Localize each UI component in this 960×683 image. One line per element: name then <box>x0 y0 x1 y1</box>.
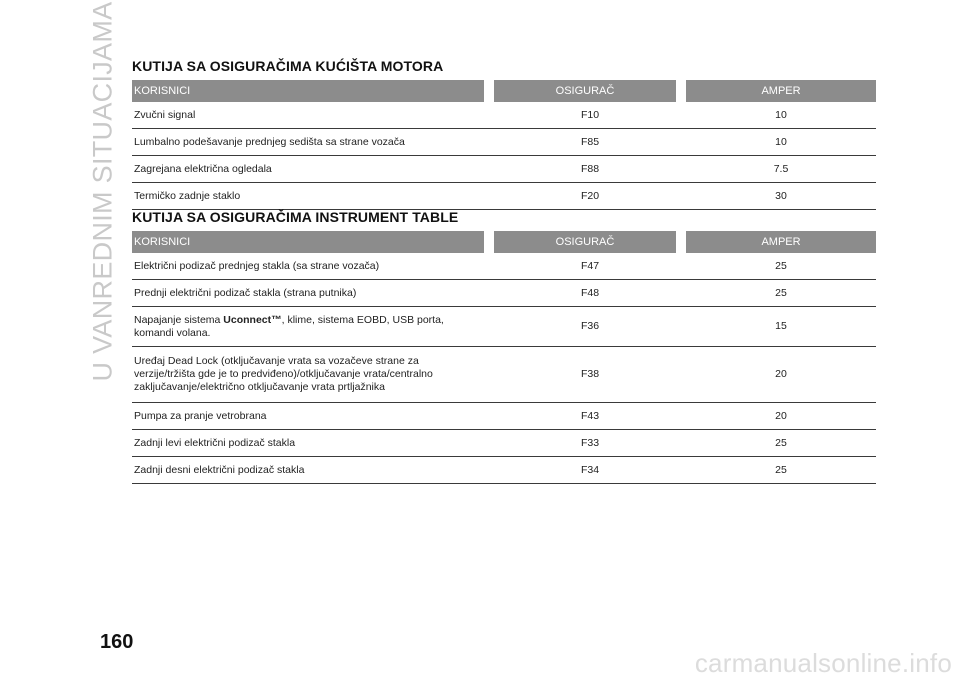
cell-user: Uređaj Dead Lock (otključavanje vrata sa vozačeve strane za verzije/tržišta gde je to predviđeno)/otključavanje vrata/centralno zaključavanje/električno otključavanje vrata prtljažnika <box>134 355 433 393</box>
cell-user-text: , klime, sistema EOBD, USB porta, komandi volana. <box>134 313 444 339</box>
table-row <box>132 129 876 156</box>
table-row <box>132 183 876 210</box>
cell-user: Pumpa za pranje vetrobrana <box>134 409 267 422</box>
cell-user <box>132 314 494 340</box>
dashboard-fuse-box-heading: KUTIJA SA OSIGURAČIMA INSTRUMENT TABLE <box>132 209 459 225</box>
cell-fuse: F88 <box>580 162 600 175</box>
header-users: KORISNICI <box>132 80 484 102</box>
cell-user: Zadnji desni električni podizač stakla <box>134 463 305 476</box>
cell-fuse: F47 <box>580 259 600 272</box>
cell-fuse: F48 <box>580 286 600 299</box>
cell-fuse: F34 <box>580 463 600 476</box>
engine-fuse-box-heading: KUTIJA SA OSIGURAČIMA KUĆIŠTA MOTORA <box>132 58 444 74</box>
table-header <box>132 80 876 102</box>
table-row <box>132 280 876 307</box>
table-row <box>132 403 876 430</box>
cell-ampere: 10 <box>775 108 787 121</box>
table-row <box>132 347 876 403</box>
cell-ampere: 25 <box>775 436 787 449</box>
header-users: KORISNICI <box>132 231 484 253</box>
cell-fuse: F33 <box>580 436 600 449</box>
cell-ampere: 7.5 <box>773 162 789 175</box>
header-fuse: OSIGURAČ <box>494 231 676 253</box>
cell-ampere: 15 <box>775 320 787 332</box>
page-number: 160 <box>100 631 134 653</box>
cell-fuse: F38 <box>580 368 600 380</box>
cell-fuse: F85 <box>580 135 600 148</box>
table-row <box>132 307 876 347</box>
table-row <box>132 156 876 183</box>
cell-fuse: F43 <box>580 409 600 422</box>
dashboard-fuse-box-section <box>132 209 876 484</box>
cell-user: Zagrejana električna ogledala <box>134 162 272 175</box>
header-ampere: AMPER <box>686 231 876 253</box>
cell-ampere: 10 <box>775 135 787 148</box>
cell-ampere: 20 <box>775 368 787 380</box>
table-row <box>132 253 876 280</box>
cell-user: Električni podizač prednjeg stakla (sa strane vozača) <box>134 259 380 272</box>
section-side-title <box>80 1 126 381</box>
cell-user: Zadnji levi električni podizač stakla <box>134 436 296 449</box>
table-row <box>132 102 876 129</box>
cell-user-text: Napajanje sistema <box>134 313 224 326</box>
side-title-text: U VANREDNIM SITUACIJAMA <box>87 1 118 381</box>
cell-fuse: F20 <box>580 189 600 202</box>
header-ampere: AMPER <box>686 80 876 102</box>
cell-user: Termičko zadnje staklo <box>134 189 241 202</box>
header-fuse: OSIGURAČ <box>494 80 676 102</box>
watermark: carmanualsonline.info <box>694 648 952 678</box>
cell-fuse: F10 <box>580 108 600 121</box>
cell-fuse: F36 <box>580 320 600 332</box>
table-row <box>132 457 876 484</box>
engine-fuse-box-section <box>132 58 876 210</box>
table-header <box>132 231 876 253</box>
cell-ampere: 25 <box>775 463 787 476</box>
cell-user: Prednji električni podizač stakla (strana putnika) <box>134 286 357 299</box>
cell-user: Zvučni signal <box>134 108 196 121</box>
cell-ampere: 20 <box>775 409 787 422</box>
cell-ampere: 25 <box>775 259 787 272</box>
cell-user: Lumbalno podešavanje prednjeg sedišta sa strane vozača <box>134 135 405 148</box>
uconnect-brand: Uconnect™ <box>223 313 282 326</box>
cell-ampere: 25 <box>775 286 787 299</box>
cell-ampere: 30 <box>775 189 787 202</box>
table-row <box>132 430 876 457</box>
